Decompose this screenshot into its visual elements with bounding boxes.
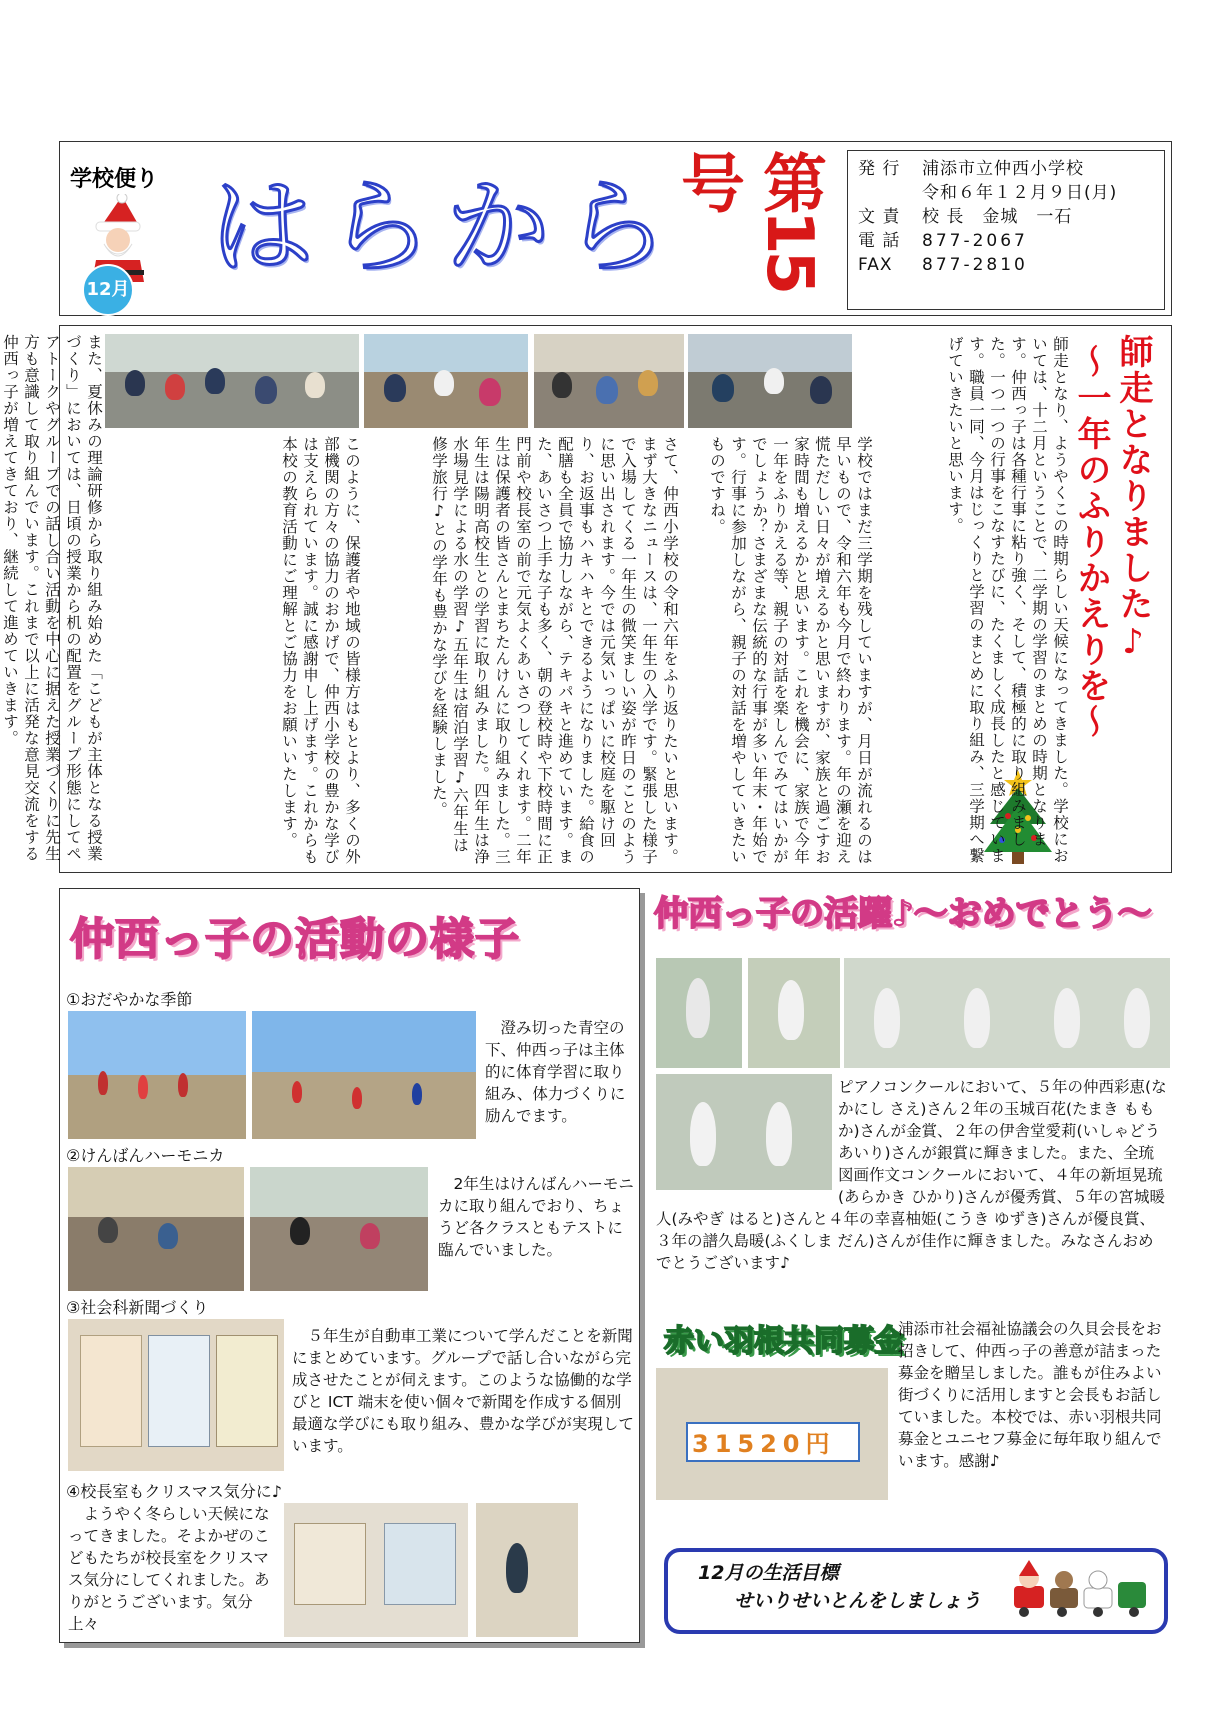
publisher-box (847, 150, 1165, 310)
award-photo-2 (748, 958, 840, 1068)
feature-paragraph-2: 学校ではまだ三学期を残していますが、月日が流れるのは早いもので、令和六年も今月で終わります。年の瀬を迎え慌ただしい日々が増えるかと思いますが、家族と過ごすお家時間も増えるかと思います。これを機会に、家族で今年一年をふりかえる等、親子の対話を楽しんでみてはいかがでしょうか？さまざまな伝統的な行事が多い年末・年始です。行事に参加しながら、親子の対話を増やしていきたいものですね。 (708, 436, 873, 865)
publish-date: 令和６年１２月９日(月) (922, 183, 1118, 203)
classroom-photo-2 (364, 334, 528, 428)
award-photo-3 (844, 958, 1170, 1068)
feature-article (1, 325, 1172, 873)
goal-text: せいりせいとんをしましょう (734, 1590, 982, 1612)
author-label: 文 責 (858, 207, 901, 227)
activity-text-1: 澄み切った青空の下、仲西っ子は主体的に体育学習に取り組み、体力づくりに励んでます。 (485, 1019, 626, 1125)
achievements-text-body: ピアノコンクールにおいて、５年の仲西彩恵(なかにし さえ)さん２年の玉城百花(たまき ももか)さんが金賞、２年の伊舎堂愛莉(いしゃどう あいり)さんが銀賞に輝きました。また、全琉図画作文コンクールにおいて、４年の新垣晃琉(あらかき ひかり)さんが優秀賞、５年の宮城暖人(みやぎ はると)さんと４年の幸喜柚姫(こうき ゆずき)さんが優良賞、３年の譜久島暖(ふくしま だん)さんが佳作に輝きました。みなさんおめでとうございます♪ (656, 1078, 1167, 1272)
feature-subheadline: ～一年のふりかえりを～ (1071, 344, 1111, 740)
newsletter-label: 学校便り (70, 167, 159, 192)
activity-label-3: ③社会科新聞づくり (66, 1298, 209, 1317)
achievements-panel (652, 880, 1172, 1650)
harmonica-photo-2 (250, 1167, 428, 1291)
phone-number: 877-2067 (922, 231, 1028, 251)
feature-paragraph-4: このように、保護者や地域の皆様方はもとより、多くの外部機関の方々の協力のおかげで、仲西小学校の豊かな学びは支えられています。誠に感謝申し上げます。これからも本校の教育活動にご理解とご協力をお願いいたします。 (280, 436, 361, 865)
harmonica-photo-1 (68, 1167, 244, 1291)
activity-text-3: ５年生が自動車工業について学んだことを新聞にまとめています。グループで話し合いながら完成させたことが伺えます。このような協働的な学びと ICT 端末を使い個々で新聞を作成する個別最適な学びにも取り組み、豊かな学びが実現しています。 (292, 1327, 634, 1455)
phone-label: 電 話 (858, 231, 901, 251)
feature-paragraph-5: また、夏休みの理論研修から取り組み始めた「こどもが主体となる授業づくり」においては、日頃の授業から机の配置をグループ形態にしてペアトークやグループでの話し合い活動を中心に据えた授業づくりに先生方も意識して取り組んでいます。これまで以上に活発な意見交流をする仲西っ子が増えてきており、継続して進めていきます。 (1, 334, 103, 862)
principal-office-photo-2 (476, 1503, 578, 1637)
activities-title: 仲西っ子の活動の様子 (70, 914, 520, 965)
publisher-label: 発 行 (858, 159, 901, 179)
achievements-title: 仲西っ子の活躍♪～おめでとう～ (654, 894, 1152, 934)
christmas-train-icon (1010, 1556, 1150, 1622)
donation-text-body: 浦添市社会福祉協議会の久貝会長をお招きして、仲西っ子の善意が詰まった募金を贈呈しました。誰もが住みよい街づくりに活用しますと会長もお話していました。本校では、赤い羽根共同募金とユニセフ募金に毎年取り組んでいます。感謝♪ (898, 1320, 1162, 1470)
feature-headline: 師走となりました♪ (1113, 334, 1153, 664)
issue-number: 第15号 (670, 150, 826, 292)
activity-label-4: ④校長室もクリスマス気分に♪ (66, 1482, 282, 1501)
goal-heading: 12月の生活目標 (698, 1562, 839, 1584)
classroom-photo-3 (534, 334, 684, 428)
playground-photo-1 (68, 1011, 246, 1139)
playground-photo-2 (252, 1011, 476, 1139)
donation-text (656, 1318, 1168, 1500)
feature-paragraph-3: さて、仲西小学校の令和六年をふり返りたいと思います。まず大きなニュースは、一年生の入学です。緊張した様子で入場してくる一年生の微笑ましい姿が昨日のことのように思い出されます。今では元気いっぱいに校庭を駆け回り、お返事もハキハキとできるようになりました。給食の配膳も全員で協力しながら、テキパキと進めています。また、あいさつ上手な子も多く、朝の登校時や下校時間に正門前や校長室の前で元気よくあいさつしてくれます。二年生は保護者の皆さんとまちたんけんに取り組みました。三年生は陽明高校生との学習に取り組みました。四年生は浄水場見学による水の学習♪五年生は宿泊学習♪六年生は修学旅行♪との学年も豊かな学びを経験しました。 (430, 436, 679, 865)
principal-office-photo-1 (284, 1503, 468, 1637)
donation-board: 31520円 (692, 1430, 836, 1458)
activity-label-1: ①おだやかな季節 (66, 990, 193, 1009)
classroom-photo-1 (105, 334, 359, 428)
classroom-photo-4 (688, 334, 852, 428)
masthead-title: はらから (210, 166, 683, 288)
author-name: 校 長 金城 一石 (922, 207, 1073, 227)
feature-paragraph-5b (108, 436, 248, 866)
donation-title: 赤い羽根共同募金 (664, 1324, 904, 1359)
monthly-goal-box (664, 1548, 1168, 1634)
newspaper-photo (68, 1319, 284, 1471)
masthead (59, 141, 1172, 316)
month-badge: 12月 (82, 264, 134, 316)
achievements-text (656, 1076, 1168, 1274)
feature-paragraph-1: 師走となり、ようやくこの時期らしい天候になってきました。学校においては、十二月ということで、二学期の学習のまとめの時期となります。仲西っ子は各種行事に粘り強く、そして、積極的に取り組みました。一つ一つの行事をこなすたびに、たくましく成長したと感じています。職員一同、今月はじっくりと学習のまとめに取り組み、三学期へ繋げていきたいと思います。 (946, 336, 1069, 864)
activity-text-2: 2年生はけんばんハーモニカに取り組んでおり、ちょうど各クラスともテストに臨んでいました。 (438, 1175, 634, 1259)
activity-text-4: ようやく冬らしい天候になってきました。そよかぜのこどもたちが校長室をクリスマス気分にしてくれました。ありがとうございます。気分上々 (68, 1505, 270, 1633)
award-photo-1 (656, 958, 742, 1068)
fax-label: FAX (858, 255, 893, 275)
publisher-school: 浦添市立仲西小学校 (922, 159, 1084, 179)
activity-label-2: ②けんばんハーモニカ (66, 1146, 225, 1165)
activities-panel (59, 888, 640, 1643)
fax-number: 877-2810 (922, 255, 1028, 275)
